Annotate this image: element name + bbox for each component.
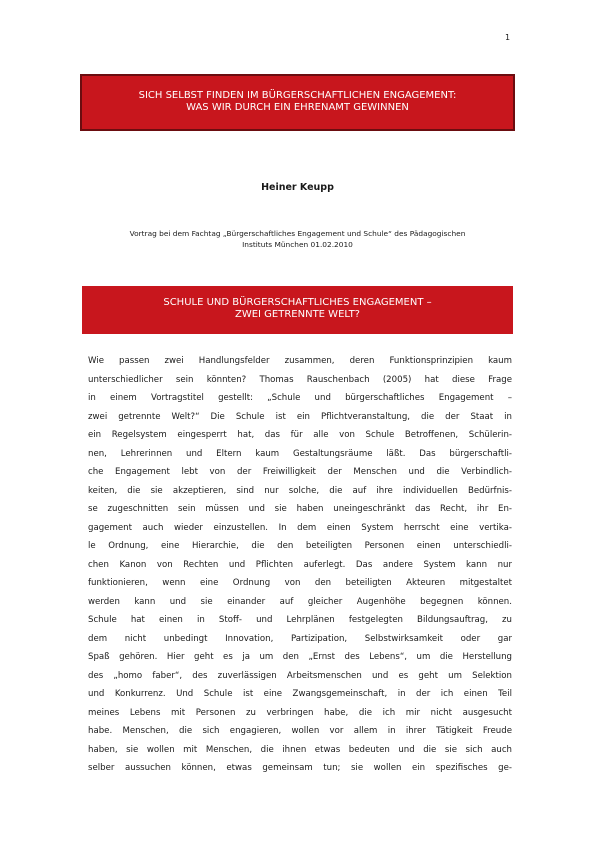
body-line: gagement auch wieder einzustellen. In dem einen System herrscht eine vertika- bbox=[88, 522, 512, 533]
body-line: in einem Vortragstitel gestellt: „Schule und bürgerschaftliches Engagement – bbox=[88, 393, 512, 403]
body-line: Spaß gehören. Hier geht es ja um den „Ernst des Lebens“, um die Herstellung bbox=[88, 652, 512, 662]
section-heading-banner bbox=[82, 286, 513, 334]
title-line-1: SICH SELBST FINDEN IM BÜRGERSCHAFTLICHEN ENGAGEMENT: bbox=[138, 90, 457, 101]
body-line: Schule hat einen in Stoff- und Lehrplänen festgelegten Bildungsauftrag, zu bbox=[88, 615, 512, 625]
title-line-2: WAS WIR DURCH EIN EHRENAMT GEWINNEN bbox=[186, 102, 409, 113]
body-line: unterschiedlicher sein könnten? Thomas Rauschenbach (2005) hat diese Frage bbox=[88, 374, 512, 385]
body-line: selber aussuchen können, etwas gemeinsam tun; sie wollen ein spezifisches ge- bbox=[88, 763, 512, 773]
talk-note-line-2: Instituts München 01.02.2010 bbox=[242, 239, 353, 249]
talk-note bbox=[95, 229, 500, 250]
body-line: ein Regelsystem eingesperrt hat, das für alle von Schule Betroffenen, Schülerin- bbox=[88, 430, 512, 440]
page-number: 1 bbox=[505, 33, 511, 42]
talk-note-line-1: Vortrag bei dem Fachtag „Bürgerschaftliches Engagement und Schule“ des Pädagogischen bbox=[129, 229, 466, 238]
body-line: le Ordnung, eine Hierarchie, die den beteiligten Personen einen unterschiedli- bbox=[88, 541, 512, 551]
body-line: keiten, die sie akzeptieren, sind nur solche, die auf ihre individuellen Bedürfnis- bbox=[88, 485, 512, 496]
body-line: haben, sie wollen mit Menschen, die ihnen etwas bedeuten und die sie sich auch bbox=[88, 744, 512, 755]
author-name: Heiner Keupp bbox=[261, 182, 334, 193]
body-line: che Engagement lebt von der Freiwilligkeit der Menschen und die Verbindlich- bbox=[88, 467, 512, 477]
body-line: werden kann und sie einander auf gleicher Augenhöhe begegnen können. bbox=[88, 596, 512, 607]
body-line: des „homo faber“, des zuverlässigen Arbeitsmenschen und es geht um Selektion bbox=[88, 670, 512, 681]
body-line: nen, Lehrerinnen und Eltern kaum Gestaltungsräume läßt. Das bürgerschaftli- bbox=[88, 448, 512, 459]
section-heading-line-2: ZWEI GETRENNTE WELT? bbox=[234, 309, 360, 320]
body-line: und Konkurrenz. Und Schule ist eine Zwangsgemeinschaft, in der ich einen Teil bbox=[88, 689, 512, 699]
body-line: funktionieren, wenn eine Ordnung von den beteiligten Akteuren mitgestaltet bbox=[88, 578, 512, 588]
body-paragraph bbox=[88, 352, 512, 778]
body-line: dem nicht unbedingt Innovation, Partizipation, Selbstwirksamkeit oder gar bbox=[88, 633, 512, 644]
body-line: se zugeschnitten sein müssen und sie haben uneingeschränkt das Recht, ihr En- bbox=[88, 504, 512, 514]
body-line: zwei getrennte Welt?“ Die Schule ist ein Pflichtveranstaltung, die der Staat in bbox=[88, 411, 512, 422]
body-line: habe. Menschen, die sich engagieren, wollen vor allem in ihrer Tätigkeit Freude bbox=[88, 726, 512, 736]
body-line: chen Kanon von Rechten und Pflichten auferlegt. Das andere System kann nur bbox=[88, 559, 512, 570]
body-line: Wie passen zwei Handlungsfelder zusammen, deren Funktionsprinzipien kaum bbox=[88, 356, 512, 366]
title-banner bbox=[80, 74, 515, 131]
body-line: meines Lebens mit Personen zu verbringen habe, die ich mir nicht ausgesucht bbox=[88, 707, 512, 718]
section-heading-line-1: SCHULE UND BÜRGERSCHAFTLICHES ENGAGEMENT – bbox=[163, 297, 432, 308]
